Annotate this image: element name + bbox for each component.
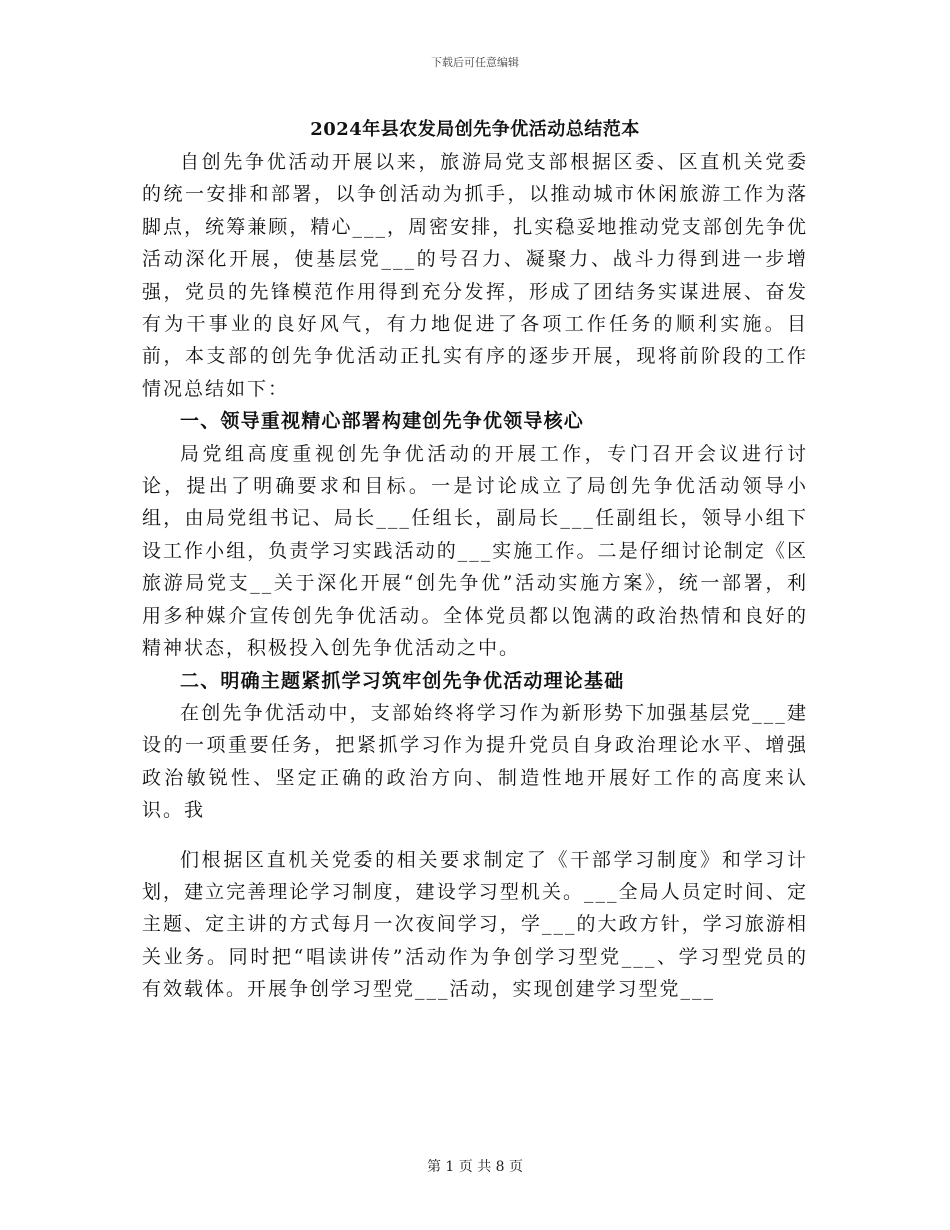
section-2-heading: 二、明确主题紧抓学习筑牢创先争优活动理论基础 xyxy=(180,669,625,692)
section-2-paragraph-b: 们根据区直机关党委的相关要求制定了《干部学习制度》和学习计划，建立完善理论学习制度，建设学习型机关。___全局人员定时间、定主题、定主讲的方式每月一次夜间学习，学___的大政方针，学习旅游相关业务。同时把“唱读讲传”活动作为争创学习型党___、学习型党员的有效载体。开展争创学习型党___活动，实现创建学习型党___ xyxy=(142,848,808,1001)
section-1-heading: 一、领导重视精心部署构建创先争优领导核心 xyxy=(180,410,585,433)
section-1-paragraph: 局党组高度重视创先争优活动的开展工作，专门召开会议进行讨论，提出了明确要求和目标。一是讨论成立了局创先争优活动领导小组，由局党组书记、局长___任组长，副局长___任副组长，领导小组下设工作小组，负责学习实践活动的___实施工作。二是仔细讨论制定《区旅游局党支__关于深化开展“创先争优”活动实施方案》，统一部署，利用多种媒介宣传创先争优活动。全体党员都以饱满的政治热情和良好的精神状态，积极投入创先争优活动之中。 xyxy=(142,442,808,660)
page-header-note: 下载后可任意编辑 xyxy=(431,56,519,69)
paragraph-gap xyxy=(142,827,808,844)
document-body xyxy=(142,114,808,1006)
page-number: 第 1 页 共 8 页 xyxy=(426,1159,524,1175)
section-2-paragraph-a: 在创先争优活动中，支部始终将学习作为新形势下加强基层党___建设的一项重要任务，把紧抓学习作为提升党员自身政治理论水平、增强政治敏锐性、坚定正确的政治方向、制造性地开展好工作的高度来认识。我 xyxy=(142,701,808,822)
document-title: 2024年县农发局创先争优活动总结范本 xyxy=(310,119,640,140)
intro-paragraph: 自创先争优活动开展以来，旅游局党支部根据区委、区直机关党委的统一安排和部署，以争创活动为抓手，以推动城市休闲旅游工作为落脚点，统筹兼顾，精心___，周密安排，扎实稳妥地推动党支部创先争优活动深化开展，使基层党___的号召力、凝聚力、战斗力得到进一步增强，党员的先锋模范作用得到充分发挥，形成了团结务实谋进展、奋发有为干事业的良好风气，有力地促进了各项工作任务的顺利实施。目前，本支部的创先争优活动正扎实有序的逐步开展，现将前阶段的工作情况总结如下： xyxy=(142,151,808,400)
